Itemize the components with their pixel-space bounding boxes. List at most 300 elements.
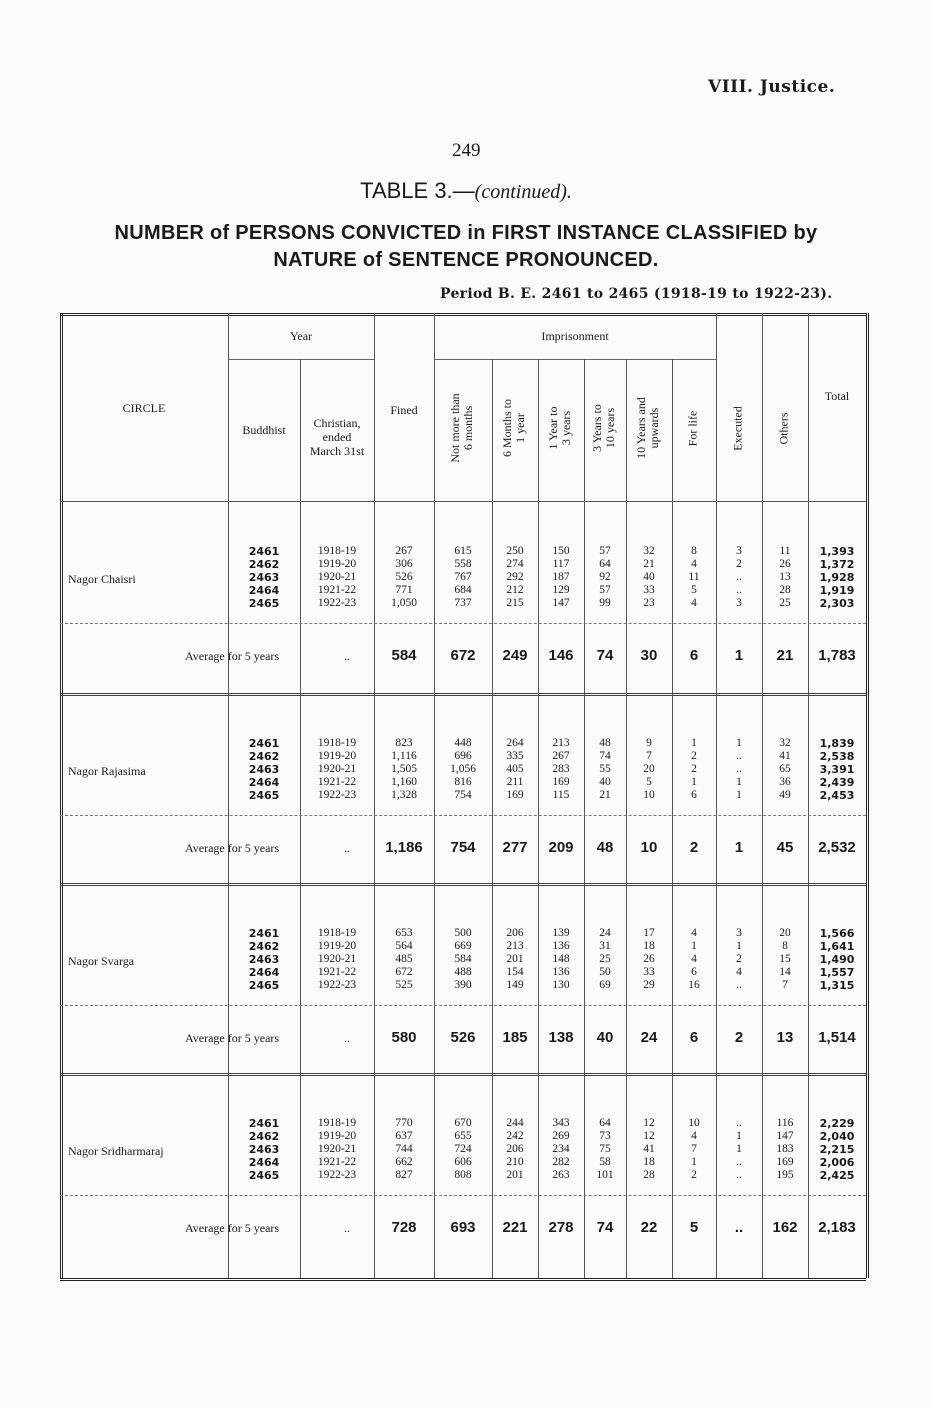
table-border-bottom: [60, 1278, 866, 1281]
column-values-c10y: [584, 927, 626, 992]
cell-value: 57: [599, 584, 611, 596]
cell-value: 55: [599, 763, 611, 775]
statistics-table: [60, 313, 866, 1278]
header-circle: CIRCLE: [122, 401, 166, 415]
cell-value: 1922-23: [317, 979, 357, 991]
cell-value: 18: [643, 1156, 655, 1168]
cell-value: 18: [643, 940, 655, 952]
cell-value: 1919-20: [317, 940, 357, 952]
cell-value: 1,372: [819, 558, 855, 571]
cell-value: 2: [736, 953, 742, 965]
cell-value: 211: [506, 776, 524, 788]
cell-value: ..: [736, 1169, 742, 1181]
average-value: 1: [734, 839, 744, 856]
average-value: 580: [391, 1029, 417, 1046]
cell-value: 767: [454, 571, 472, 583]
cell-value: 2465: [248, 597, 280, 610]
cell-value: 1,505: [391, 763, 417, 775]
cell-value: 637: [395, 1130, 413, 1142]
cell-value: 15: [779, 953, 791, 965]
cell-value: 584: [454, 953, 472, 965]
column-values-c1y: [492, 737, 538, 802]
cell-value: 3,391: [819, 763, 855, 776]
cell-value: 1922-23: [317, 1169, 357, 1181]
cell-value: 2462: [248, 940, 280, 953]
cell-value: 606: [454, 1156, 472, 1168]
cell-value: 21: [643, 558, 655, 570]
cell-value: ..: [736, 1156, 742, 1168]
cell-value: 10: [688, 1117, 700, 1129]
column-values-total: [808, 1117, 866, 1182]
table-border-right: [866, 313, 869, 1278]
column-values-fined: [374, 927, 434, 992]
cell-value: 823: [395, 737, 413, 749]
cell-value: ..: [736, 584, 742, 596]
header-1-year-to-3-years: 1 Year to 3 years: [546, 406, 573, 450]
cell-value: 20: [643, 763, 655, 775]
average-dots: ..: [344, 649, 350, 663]
cell-value: 64: [599, 558, 611, 570]
cell-value: 744: [395, 1143, 413, 1155]
cell-value: 187: [552, 571, 570, 583]
average-label: Average for 5 years: [185, 1031, 280, 1045]
cell-value: 75: [599, 1143, 611, 1155]
cell-value: 1,160: [391, 776, 417, 788]
cell-value: 7: [646, 750, 652, 762]
cell-value: 2463: [248, 763, 280, 776]
header-year: Year: [289, 329, 313, 343]
cell-value: 11: [779, 545, 791, 557]
cell-value: 653: [395, 927, 413, 939]
cell-value: 1918-19: [317, 927, 357, 939]
cell-value: 3: [736, 927, 742, 939]
average-value: 5: [689, 1219, 699, 1236]
circle-name: Nagor Svarga: [68, 954, 135, 968]
cell-value: 234: [552, 1143, 570, 1155]
table-label: TABLE 3.—: [360, 178, 475, 203]
cell-value: 36: [779, 776, 791, 788]
column-values-executed: [716, 545, 762, 610]
cell-value: ..: [736, 571, 742, 583]
cell-value: 2464: [248, 966, 280, 979]
cell-value: 169: [776, 1156, 794, 1168]
column-values-others: [762, 545, 808, 610]
column-values-executed: [716, 1117, 762, 1182]
cell-value: 1920-21: [317, 1143, 357, 1155]
average-dots: ..: [344, 1031, 350, 1045]
cell-value: 2,229: [819, 1117, 855, 1130]
cell-value: 1921-22: [317, 966, 357, 978]
cell-value: 2465: [248, 789, 280, 802]
cell-value: 2,538: [819, 750, 855, 763]
cell-value: 2465: [248, 979, 280, 992]
average-value: 209: [548, 839, 574, 856]
cell-value: 24: [599, 927, 611, 939]
cell-value: 405: [506, 763, 524, 775]
cell-value: 1,641: [819, 940, 855, 953]
cell-value: 206: [506, 1143, 524, 1155]
cell-value: 65: [779, 763, 791, 775]
cell-value: 1919-20: [317, 750, 357, 762]
average-value: 162: [772, 1219, 798, 1236]
cell-value: 1: [736, 940, 742, 952]
cell-value: 2463: [248, 1143, 280, 1156]
cell-value: 564: [395, 940, 413, 952]
cell-value: 1922-23: [317, 597, 357, 609]
cell-value: 269: [552, 1130, 570, 1142]
average-value: 693: [450, 1219, 476, 1236]
cell-value: 2462: [248, 558, 280, 571]
cell-value: 32: [779, 737, 791, 749]
cell-value: 2461: [248, 927, 280, 940]
cell-value: 7: [691, 1143, 697, 1155]
cell-value: 500: [454, 927, 472, 939]
cell-value: 169: [506, 789, 524, 801]
cell-value: 558: [454, 558, 472, 570]
cell-value: 33: [643, 584, 655, 596]
header-executed: Executed: [730, 405, 745, 451]
cell-value: 1: [691, 940, 697, 952]
cell-value: ..: [736, 750, 742, 762]
cell-value: 2463: [248, 953, 280, 966]
cell-value: 20: [779, 927, 791, 939]
cell-value: 148: [552, 953, 570, 965]
average-value: 2,532: [818, 839, 856, 856]
cell-value: ..: [736, 979, 742, 991]
cell-value: 1,928: [819, 571, 855, 584]
header-3-years-to-10-years: 3 Years to 10 years: [590, 404, 617, 452]
column-values-total: [808, 737, 866, 802]
cell-value: 58: [599, 1156, 611, 1168]
average-value: 74: [596, 1219, 614, 1236]
cell-value: 33: [643, 966, 655, 978]
average-value: 40: [596, 1029, 614, 1046]
header-6-months-to-1-year: 6 Months to 1 year: [500, 399, 527, 458]
average-value: 10: [640, 839, 658, 856]
cell-value: 40: [599, 776, 611, 788]
average-value: 526: [450, 1029, 476, 1046]
cell-value: 2,453: [819, 789, 855, 802]
cell-value: 684: [454, 584, 472, 596]
column-values-life: [672, 1117, 716, 1182]
cell-value: 1920-21: [317, 953, 357, 965]
cell-value: 1,116: [391, 750, 417, 762]
cell-value: 1921-22: [317, 776, 357, 788]
average-value: 1: [734, 647, 744, 664]
cell-value: 5: [646, 776, 652, 788]
average-value: 2: [689, 839, 699, 856]
cell-value: 1919-20: [317, 558, 357, 570]
average-rule: [60, 623, 866, 624]
column-values-fined: [374, 737, 434, 802]
column-values-buddhist: [228, 927, 300, 992]
cell-value: 488: [454, 966, 472, 978]
column-values-c1y: [492, 545, 538, 610]
column-values-c10y: [584, 545, 626, 610]
cell-value: 41: [779, 750, 791, 762]
average-value: 584: [391, 647, 417, 664]
column-values-c10y: [584, 1117, 626, 1182]
cell-value: 4: [691, 1130, 697, 1142]
cell-value: 25: [779, 597, 791, 609]
cell-value: ..: [736, 763, 742, 775]
header-for-life: For life: [685, 410, 700, 446]
column-values-c3y: [538, 737, 584, 802]
cell-value: 737: [454, 597, 472, 609]
cell-value: 25: [599, 953, 611, 965]
cell-value: 2461: [248, 1117, 280, 1130]
header-imprisonment: Imprisonment: [541, 329, 609, 343]
cell-value: 250: [506, 545, 524, 557]
average-value: 6: [689, 647, 699, 664]
cell-value: 136: [552, 940, 570, 952]
average-value: 24: [640, 1029, 658, 1046]
cell-value: 1: [736, 737, 742, 749]
cell-value: 1918-19: [317, 1117, 357, 1129]
column-values-c6m: [434, 927, 492, 992]
cell-value: 117: [552, 558, 570, 570]
cell-value: 116: [776, 1117, 794, 1129]
circle-separator: [60, 1073, 866, 1076]
cell-value: 2: [736, 558, 742, 570]
cell-value: 57: [599, 545, 611, 557]
cell-value: 40: [643, 571, 655, 583]
column-values-c6m: [434, 545, 492, 610]
cell-value: 771: [395, 584, 413, 596]
cell-value: 816: [454, 776, 472, 788]
average-value: 185: [502, 1029, 528, 1046]
cell-value: 1918-19: [317, 737, 357, 749]
column-values-others: [762, 927, 808, 992]
cell-value: 2,439: [819, 776, 855, 789]
column-values-christian: [300, 1117, 374, 1182]
cell-value: 28: [643, 1169, 655, 1181]
cell-value: 21: [599, 789, 611, 801]
cell-value: 615: [454, 545, 472, 557]
column-values-christian: [300, 737, 374, 802]
cell-value: 1,050: [391, 597, 417, 609]
cell-value: 1921-22: [317, 584, 357, 596]
cell-value: 4: [691, 927, 697, 939]
cell-value: 1: [691, 776, 697, 788]
cell-value: 64: [599, 1117, 611, 1129]
cell-value: 3: [736, 597, 742, 609]
cell-value: 17: [643, 927, 655, 939]
cell-value: 9: [646, 737, 652, 749]
cell-value: 139: [552, 927, 570, 939]
cell-value: 335: [506, 750, 524, 762]
table-title: [0, 178, 932, 204]
cell-value: 1,328: [391, 789, 417, 801]
period-line: Period B. E. 2461 to 2465 (1918-19 to 1922-23).: [440, 286, 833, 302]
cell-value: 267: [552, 750, 570, 762]
cell-value: 12: [643, 1117, 655, 1129]
cell-value: 147: [776, 1130, 794, 1142]
average-value: 278: [548, 1219, 574, 1236]
cell-value: 213: [506, 940, 524, 952]
cell-value: 2461: [248, 737, 280, 750]
column-values-cup: [626, 545, 672, 610]
column-values-executed: [716, 737, 762, 802]
imprisonment-rule: [434, 359, 716, 360]
cell-value: 282: [552, 1156, 570, 1168]
average-label: Average for 5 years: [185, 649, 280, 663]
cell-value: 526: [395, 571, 413, 583]
cell-value: 2464: [248, 776, 280, 789]
cell-value: 1,056: [450, 763, 476, 775]
cell-value: 1: [736, 1143, 742, 1155]
average-value: 1,514: [818, 1029, 856, 1046]
average-value: 74: [596, 647, 614, 664]
cell-value: 74: [599, 750, 611, 762]
average-label: Average for 5 years: [185, 1221, 280, 1235]
column-values-life: [672, 737, 716, 802]
header-10-years-and-upwards: 10 Years and upwards: [634, 397, 661, 459]
cell-value: 2: [691, 1169, 697, 1181]
cell-value: 283: [552, 763, 570, 775]
year-rule: [228, 359, 374, 360]
cell-value: 14: [779, 966, 791, 978]
cell-value: 23: [643, 597, 655, 609]
cell-value: 1,557: [819, 966, 855, 979]
circle-name: Nagor Chaisri: [68, 572, 136, 586]
cell-value: 49: [779, 789, 791, 801]
cell-value: 4: [691, 597, 697, 609]
cell-value: 306: [395, 558, 413, 570]
average-value: 30: [640, 647, 658, 664]
cell-value: 2: [691, 750, 697, 762]
cell-value: 724: [454, 1143, 472, 1155]
column-values-c3y: [538, 545, 584, 610]
cell-value: 6: [691, 966, 697, 978]
cell-value: 201: [506, 953, 524, 965]
cell-value: 12: [643, 1130, 655, 1142]
cell-value: 670: [454, 1117, 472, 1129]
column-values-c10y: [584, 737, 626, 802]
cell-value: 264: [506, 737, 524, 749]
heading-line-1: NUMBER of PERSONS CONVICTED in FIRST INSTANCE CLASSIFIED by: [114, 222, 818, 244]
average-value: 1,186: [385, 839, 423, 856]
cell-value: 2,425: [819, 1169, 855, 1182]
cell-value: 2: [691, 763, 697, 775]
header-others: Others: [776, 412, 791, 444]
column-values-c1y: [492, 1117, 538, 1182]
cell-value: 201: [506, 1169, 524, 1181]
cell-value: 5: [691, 584, 697, 596]
column-values-c3y: [538, 1117, 584, 1182]
average-value: 672: [450, 647, 476, 664]
cell-value: 13: [779, 571, 791, 583]
average-value: 221: [502, 1219, 528, 1236]
cell-value: 26: [779, 558, 791, 570]
cell-value: 26: [643, 953, 655, 965]
cell-value: 1,393: [819, 545, 855, 558]
cell-value: 1: [736, 1130, 742, 1142]
average-rule: [60, 1195, 866, 1196]
average-value: 45: [776, 839, 794, 856]
cell-value: 669: [454, 940, 472, 952]
circle-name: Nagor Rajasima: [68, 764, 146, 778]
cell-value: 2461: [248, 545, 280, 558]
table-border-top: [60, 313, 866, 316]
heading-line-2: NATURE of SENTENCE PRONOUNCED.: [273, 249, 659, 271]
cell-value: 1922-23: [317, 789, 357, 801]
page-number: 249: [452, 140, 481, 161]
column-values-c3y: [538, 927, 584, 992]
cell-value: 1,566: [819, 927, 855, 940]
average-rule: [60, 815, 866, 816]
cell-value: 696: [454, 750, 472, 762]
average-value: 13: [776, 1029, 794, 1046]
cell-value: 770: [395, 1117, 413, 1129]
column-values-christian: [300, 545, 374, 610]
cell-value: 485: [395, 953, 413, 965]
cell-value: 292: [506, 571, 524, 583]
cell-value: 136: [552, 966, 570, 978]
average-value: 249: [502, 647, 528, 664]
average-label: Average for 5 years: [185, 841, 280, 855]
column-values-c6m: [434, 1117, 492, 1182]
average-value: 1,783: [818, 647, 856, 664]
table-heading: [0, 220, 932, 274]
cell-value: 2,215: [819, 1143, 855, 1156]
cell-value: 3: [736, 545, 742, 557]
cell-value: 672: [395, 966, 413, 978]
section-title: VIII. Justice.: [708, 77, 836, 97]
cell-value: 115: [552, 789, 570, 801]
average-value: 6: [689, 1029, 699, 1046]
cell-value: 1: [691, 737, 697, 749]
cell-value: 2465: [248, 1169, 280, 1182]
column-values-total: [808, 927, 866, 992]
column-values-fined: [374, 1117, 434, 1182]
cell-value: 7: [782, 979, 788, 991]
cell-value: 11: [688, 571, 700, 583]
average-rule: [60, 1005, 866, 1006]
cell-value: 2,006: [819, 1156, 855, 1169]
cell-value: 210: [506, 1156, 524, 1168]
column-values-buddhist: [228, 545, 300, 610]
cell-value: 195: [776, 1169, 794, 1181]
cell-value: ..: [736, 1117, 742, 1129]
cell-value: 1: [736, 789, 742, 801]
cell-value: 263: [552, 1169, 570, 1181]
circle-separator: [60, 693, 866, 696]
cell-value: 50: [599, 966, 611, 978]
average-value: 22: [640, 1219, 658, 1236]
cell-value: 1918-19: [317, 545, 357, 557]
cell-value: 1,919: [819, 584, 855, 597]
column-values-cup: [626, 1117, 672, 1182]
average-value: 48: [596, 839, 614, 856]
column-values-buddhist: [228, 1117, 300, 1182]
header-christian: Christian, ended March 31st: [309, 416, 365, 458]
cell-value: 448: [454, 737, 472, 749]
average-value: 2,183: [818, 1219, 856, 1236]
cell-value: 73: [599, 1130, 611, 1142]
cell-value: 213: [552, 737, 570, 749]
cell-value: 154: [506, 966, 524, 978]
column-values-total: [808, 545, 866, 610]
average-value: 21: [776, 647, 794, 664]
cell-value: 525: [395, 979, 413, 991]
column-values-others: [762, 1117, 808, 1182]
cell-value: 215: [506, 597, 524, 609]
cell-value: 827: [395, 1169, 413, 1181]
cell-value: 8: [782, 940, 788, 952]
average-value: 728: [391, 1219, 417, 1236]
cell-value: 69: [599, 979, 611, 991]
